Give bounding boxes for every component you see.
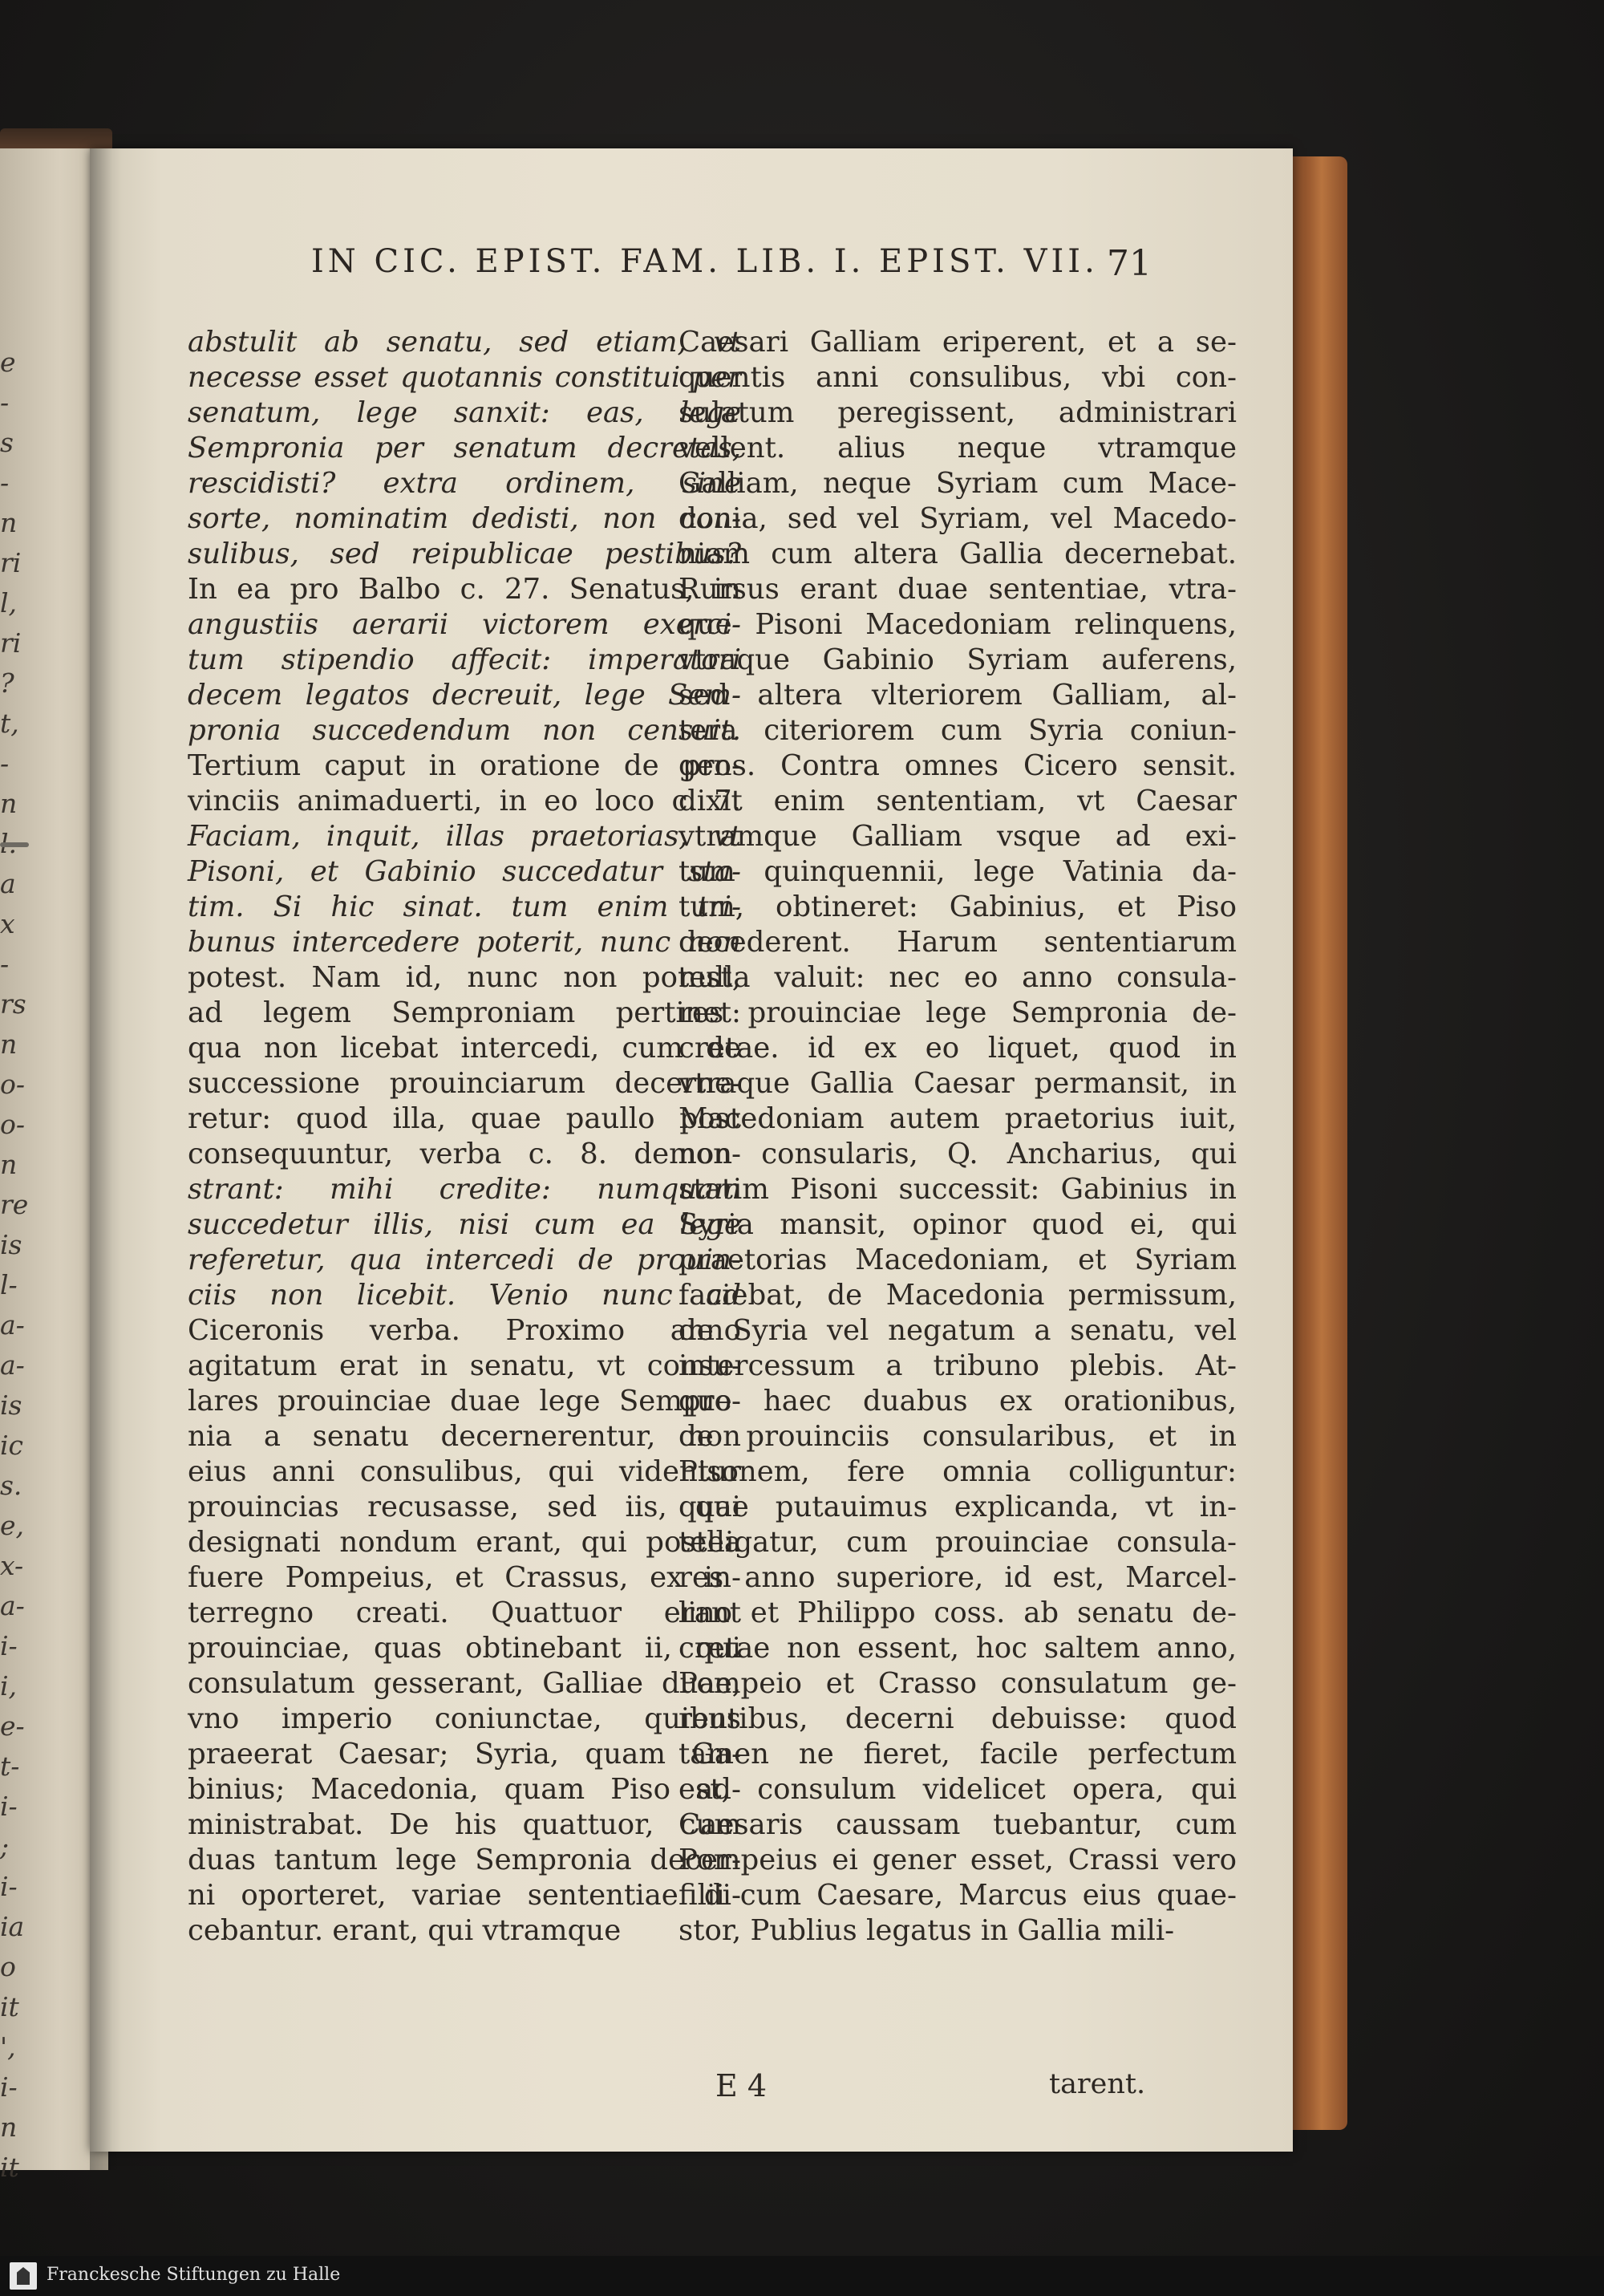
margin-fragment: a- xyxy=(0,1590,25,1621)
margin-fragment: n xyxy=(0,1149,18,1180)
signature-mark: E 4 xyxy=(715,2068,767,2103)
text-line: Pompeio et Crasso consulatum ge- xyxy=(678,1667,1237,1700)
margin-fragment: ; xyxy=(0,1831,10,1862)
text-line: decem legatos decreuit, lege Sem- xyxy=(188,679,741,712)
text-line: fuere Pompeius, et Crassus, ex in- xyxy=(188,1561,741,1594)
margin-fragment: l- xyxy=(0,1269,18,1300)
margin-fragment: n xyxy=(0,507,18,538)
margin-fragment: l, xyxy=(0,587,18,619)
text-column-left xyxy=(188,325,741,1949)
margin-fragment: s. xyxy=(0,1470,22,1501)
text-line: vinciis animaduerti, in eo loco c. 7. xyxy=(188,785,741,817)
text-line: sulibus, sed reipublicae pestibus? xyxy=(188,537,741,570)
text-line: Pisoni, et Gabinio succedatur sta- xyxy=(188,855,741,888)
margin-fragment: - xyxy=(0,748,10,779)
text-line: Ciceronis verba. Proximo anno xyxy=(188,1314,741,1347)
text-line: successione prouinciarum decerne- xyxy=(188,1067,741,1100)
margin-fragment: e xyxy=(0,347,16,378)
text-line: quae putauimus explicanda, vt in- xyxy=(678,1491,1237,1523)
margin-fragment: ri xyxy=(0,627,22,659)
text-line: quentis anni consulibus, vbi con- xyxy=(678,361,1237,394)
margin-fragment: ? xyxy=(0,667,14,699)
text-line: Faciam, inquit, illas praetorias, vt xyxy=(188,820,741,853)
page-header xyxy=(90,243,1293,291)
text-line: statim Pisoni successit: Gabinius in xyxy=(678,1173,1237,1206)
text-line: consulatum gesserant, Galliae duae, xyxy=(188,1667,741,1700)
margin-fragment: i- xyxy=(0,1791,18,1822)
margin-fragment: t, xyxy=(0,708,19,739)
text-line: que Pisoni Macedoniam relinquens, xyxy=(678,608,1237,641)
margin-fragment: e- xyxy=(0,1710,25,1742)
text-line: dixit enim sententiam, vt Caesar xyxy=(678,785,1237,817)
institution-name: Franckesche Stiftungen zu Halle xyxy=(47,2265,341,2285)
text-line: nulla valuit: nec eo anno consula- xyxy=(678,961,1237,994)
margin-fragment: - xyxy=(0,467,10,498)
text-line: est, consulum videlicet opera, qui xyxy=(678,1773,1237,1806)
text-line: lares prouinciae duae lege Sempro- xyxy=(188,1385,741,1418)
text-line: vtraque Gallia Caesar permansit, in xyxy=(678,1067,1237,1100)
page-number: 71 xyxy=(1107,243,1152,284)
text-line: cebantur. erant, qui vtramque xyxy=(188,1914,622,1947)
text-line: ad legem Semproniam pertinet: xyxy=(188,996,741,1029)
text-line: intercessum a tribuno plebis. At- xyxy=(678,1349,1237,1382)
text-line: binius; Macedonia, quam Piso ad- xyxy=(188,1773,741,1806)
text-column-right xyxy=(678,325,1237,1949)
text-line: succedetur illis, nisi cum ea lege xyxy=(188,1208,741,1241)
text-line: abstulit ab senatu, sed etiam, vt xyxy=(188,326,741,359)
text-line: filii cum Caesare, Marcus eius quae- xyxy=(678,1879,1237,1912)
text-line: tera citeriorem cum Syria coniun- xyxy=(678,714,1237,747)
text-line: vtraque Gabinio Syriam auferens, xyxy=(678,643,1237,676)
margin-fragment: i- xyxy=(0,1871,18,1902)
text-line: rentibus, decerni debuisse: quod xyxy=(678,1702,1237,1735)
text-line: decederent. Harum sententiarum xyxy=(678,926,1237,959)
margin-fragment: n xyxy=(0,788,18,819)
text-line: ni oporteret, variae sententiae di- xyxy=(188,1879,741,1912)
margin-fragment: ri xyxy=(0,547,22,578)
running-head: IN CIC. EPIST. FAM. LIB. I. EPIST. VII. xyxy=(311,243,1099,280)
text-line: lino et Philippo coss. ab senatu de- xyxy=(678,1596,1237,1629)
margin-fragment: ia xyxy=(0,1911,25,1942)
margin-fragment: n xyxy=(0,1028,18,1060)
margin-fragment: a- xyxy=(0,1309,25,1341)
margin-fragment: re xyxy=(0,1189,29,1220)
text-line: Caesaris caussam tuebantur, cum xyxy=(678,1808,1237,1841)
margin-fragment: o- xyxy=(0,1069,26,1100)
text-line: cretae non essent, hoc saltem anno, xyxy=(678,1632,1237,1665)
text-line: de prouinciis consularibus, et in xyxy=(678,1420,1237,1453)
text-line: sorte, nominatim dedisti, non con- xyxy=(188,502,741,535)
text-line: prouinciae, quas obtinebant ii, qui xyxy=(188,1632,741,1665)
text-line: vno imperio coniunctae, quibus xyxy=(188,1702,741,1735)
text-line: Tertium caput in oratione de pro- xyxy=(188,749,741,782)
text-line: tum, obtineret: Gabinius, et Piso xyxy=(678,890,1237,923)
text-line: donia, sed vel Syriam, vel Macedo- xyxy=(678,502,1237,535)
text-line: duas tantum lege Sempronia decer- xyxy=(188,1844,741,1876)
text-line: bunus intercedere poterit, nunc non xyxy=(188,926,741,959)
margin-fragment: is xyxy=(0,1389,22,1421)
margin-fragment: a xyxy=(0,868,16,899)
margin-fragment: a- xyxy=(0,1349,25,1381)
margin-fragment: n xyxy=(0,2111,18,2143)
margin-fragment: i- xyxy=(0,2071,18,2103)
text-line: nia a senatu decernerentur, non xyxy=(188,1420,741,1453)
book-gutter-shadow xyxy=(90,148,122,2170)
margin-fragment: e, xyxy=(0,1510,25,1541)
text-line: Syria mansit, opinor quod ei, qui xyxy=(678,1208,1237,1241)
margin-fragment: - xyxy=(0,948,10,980)
margin-fragment: is xyxy=(0,1229,22,1260)
text-line: referetur, qua intercedi de prouin- xyxy=(188,1243,741,1276)
text-line: Sempronia per senatum decretas, xyxy=(188,432,741,464)
text-line: consequuntur, verba c. 8. demon- xyxy=(188,1138,741,1170)
text-line: Rursus erant duae sententiae, vtra- xyxy=(678,573,1237,606)
bottom-bar xyxy=(0,2256,1604,2296)
margin-fragment: - xyxy=(0,387,10,418)
text-line: terregno creati. Quattuor erant xyxy=(188,1596,741,1629)
text-line: ciis non licebit. Venio nunc ad xyxy=(188,1279,741,1312)
text-line: angustiis aerarii victorem exerci- xyxy=(188,608,741,641)
text-line: necesse esset quotannis constitui per xyxy=(188,361,741,394)
margin-fragment: o xyxy=(0,1951,16,1982)
text-line: cretae. id ex eo liquet, quod in xyxy=(678,1032,1237,1065)
book-page xyxy=(90,148,1293,2152)
margin-fragment: x xyxy=(0,908,15,939)
text-line: non consularis, Q. Ancharius, qui xyxy=(678,1138,1237,1170)
text-line: eius anni consulibus, qui videntur xyxy=(188,1455,741,1488)
text-line: sed altera vlteriorem Galliam, al- xyxy=(678,679,1237,712)
text-line: In ea pro Balbo c. 27. Senatus, in xyxy=(188,573,741,606)
text-line: pronia succedendum non censuit. xyxy=(188,714,741,747)
margin-fragment: x- xyxy=(0,1550,24,1581)
margin-fragment: it xyxy=(0,1991,19,2022)
text-line: faciebat, de Macedonia permissum, xyxy=(678,1279,1237,1312)
text-line: qua non licebat intercedi, cum de xyxy=(188,1032,741,1065)
page-marker-dash xyxy=(0,842,29,847)
text-line: Galliam, neque Syriam cum Mace- xyxy=(678,467,1237,500)
text-line: niam cum altera Gallia decernebat. xyxy=(678,537,1237,570)
text-line: gens. Contra omnes Cicero sensit. xyxy=(678,749,1237,782)
margin-fragment: s xyxy=(0,427,14,458)
text-line: praeerat Caesar; Syria, quam Ga- xyxy=(188,1738,741,1771)
text-line: res prouinciae lege Sempronia de- xyxy=(678,996,1237,1029)
text-line: strant: mihi credite: numquam xyxy=(188,1173,741,1206)
text-line: Pisonem, fere omnia colliguntur: xyxy=(678,1455,1237,1488)
margin-fragment: i- xyxy=(0,1630,18,1661)
margin-fragment: rs xyxy=(0,988,26,1020)
text-line: sulatum peregissent, administrari xyxy=(678,396,1237,429)
text-line: Macedoniam autem praetorius iuit, xyxy=(678,1102,1237,1135)
text-line: senatum, lege sanxit: eas, lege xyxy=(188,396,741,429)
margin-fragment: ', xyxy=(0,2031,16,2063)
text-line: vellent. alius neque vtramque xyxy=(678,432,1237,464)
text-line: tim. Si hic sinat. tum enim tri- xyxy=(188,890,741,923)
margin-fragment: o- xyxy=(0,1109,26,1140)
text-line: retur: quod illa, quae paullo post xyxy=(188,1102,741,1135)
text-line: tum stipendio affecit: imperatori xyxy=(188,643,741,676)
text-line: prouincias recusasse, sed iis, qui xyxy=(188,1491,741,1523)
text-line: que haec duabus ex orationibus, xyxy=(678,1385,1237,1418)
text-line: res anno superiore, id est, Marcel- xyxy=(678,1561,1237,1594)
text-line: rescidisti? extra ordinem, sine xyxy=(188,467,741,500)
institution-logo-icon xyxy=(10,2262,37,2290)
text-line: stor, Publius legatus in Gallia mili- xyxy=(678,1914,1175,1947)
text-line: potest. Nam id, nunc non potest, xyxy=(188,961,741,994)
margin-fragment: it xyxy=(0,2152,19,2183)
text-line: praetorias Macedoniam, et Syriam xyxy=(678,1243,1237,1276)
text-line: Caesari Galliam eriperent, et a se- xyxy=(678,326,1237,359)
text-line: vtramque Galliam vsque ad exi- xyxy=(678,820,1237,853)
text-line: tum quinquennii, lege Vatinia da- xyxy=(678,855,1237,888)
text-line: designati nondum erant, qui postea xyxy=(188,1526,741,1559)
margin-fragment: ic xyxy=(0,1430,24,1461)
text-line: telligatur, cum prouinciae consula- xyxy=(678,1526,1237,1559)
margin-fragment: t- xyxy=(0,1750,20,1782)
margin-fragment: i, xyxy=(0,1670,18,1702)
text-line: ministrabat. De his quattuor, cum xyxy=(188,1808,741,1841)
catchword: tarent. xyxy=(1049,2068,1146,2100)
text-line: Pompeius ei gener esset, Crassi vero xyxy=(678,1844,1237,1876)
book-cover-edge xyxy=(1283,156,1347,2130)
text-line: agitatum erat in senatu, vt consu- xyxy=(188,1349,741,1382)
text-line: tamen ne fieret, facile perfectum xyxy=(678,1738,1237,1771)
text-line: de Syria vel negatum a senatu, vel xyxy=(678,1314,1237,1347)
